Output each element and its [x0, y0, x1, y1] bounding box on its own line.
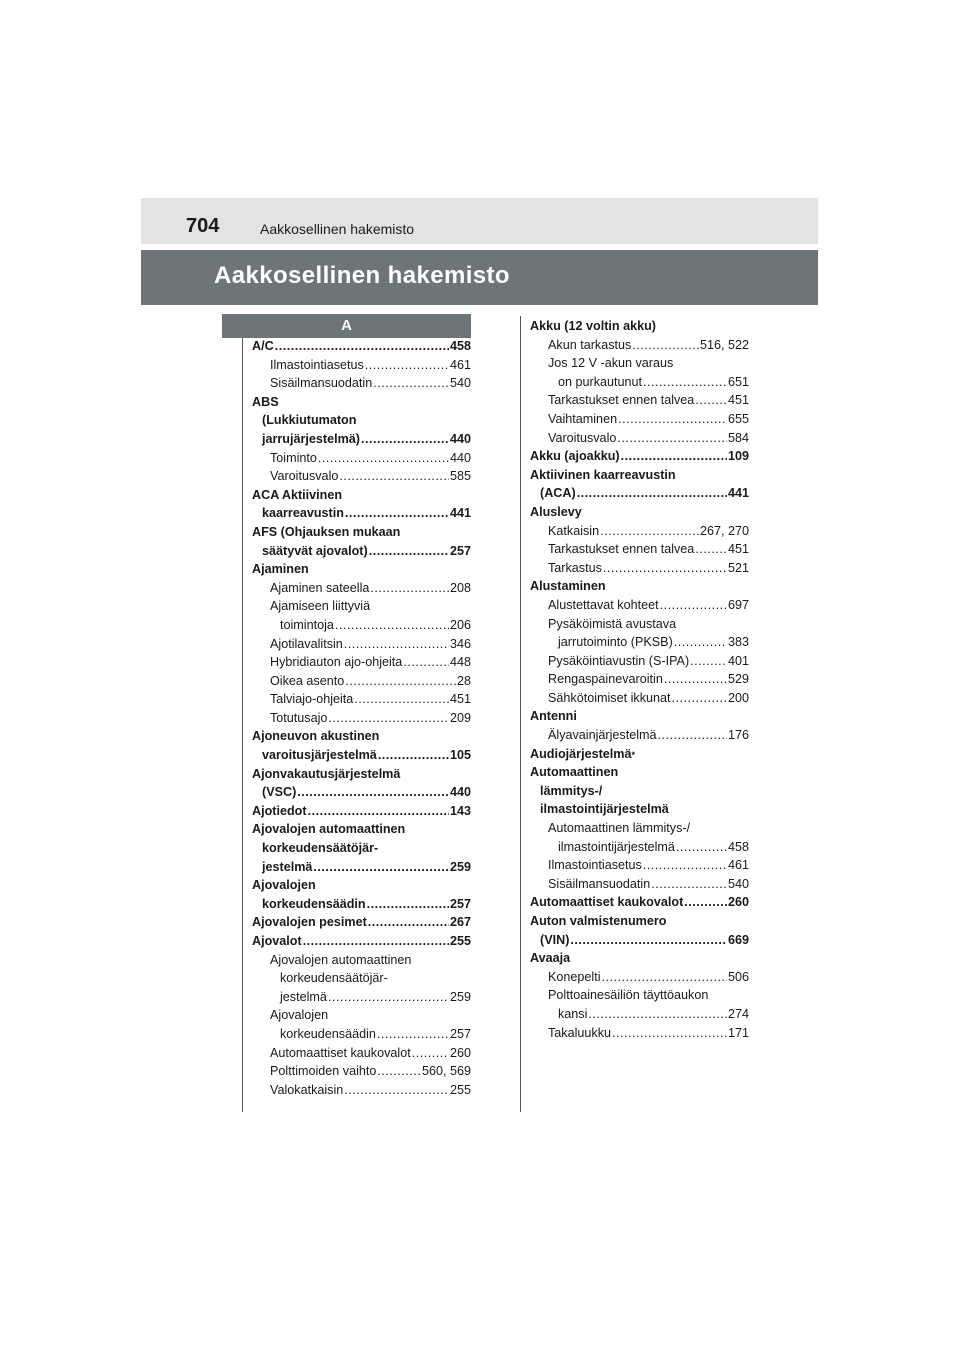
index-term: Sähkötoimiset ikkunat [548, 690, 671, 705]
page-reference: 105 [449, 748, 471, 763]
dot-leader [378, 746, 449, 765]
index-term: Toiminto [270, 450, 317, 465]
index-subentry [252, 672, 471, 691]
index-term: Älyavainjärjestelmä [548, 728, 657, 743]
dot-leader [602, 968, 727, 987]
dot-leader [664, 670, 727, 689]
index-subentry [252, 616, 471, 635]
index-term: Automaattiset kaukovalot [270, 1045, 411, 1060]
index-heading [252, 727, 471, 746]
index-subentry [530, 838, 749, 857]
page-reference: 255 [449, 1082, 471, 1097]
index-term: AFS (Ohjauksen mukaan [252, 524, 401, 539]
index-term: Akku (ajoakku) [530, 449, 620, 464]
index-heading [530, 317, 749, 336]
index-heading [530, 577, 749, 596]
index-term: ilmastointijärjestelmä [558, 839, 675, 854]
index-subentry [530, 373, 749, 392]
index-term: toimintoja [280, 617, 334, 632]
dot-leader [367, 895, 449, 914]
index-heading [252, 802, 471, 821]
dot-leader [674, 633, 727, 652]
index-term: Varoitusvalo [548, 430, 617, 445]
page-reference: 259 [449, 989, 471, 1004]
index-term: Avaaja [530, 951, 571, 966]
index-subentry [252, 1081, 471, 1100]
dot-leader [695, 391, 727, 410]
dot-leader [577, 484, 727, 503]
page-reference: 267, 270 [699, 523, 749, 538]
index-subentry [252, 951, 471, 970]
section-letter: A [222, 314, 471, 338]
dot-leader [368, 913, 449, 932]
index-term: Automaattinen lämmitys-/ [548, 821, 691, 836]
index-term: Takaluukku [548, 1025, 612, 1040]
index-term: lämmitys-/ [540, 783, 603, 798]
page-reference: 697 [727, 597, 749, 612]
dot-leader [621, 447, 727, 466]
dot-leader [370, 579, 449, 598]
index-heading [252, 560, 471, 579]
page-reference: 440 [449, 431, 471, 446]
index-term: Akku (12 voltin akku) [530, 319, 656, 333]
index-heading [530, 782, 749, 801]
page-reference: 259 [449, 859, 471, 874]
dot-leader [365, 356, 449, 375]
index-column-right [530, 317, 749, 1042]
index-heading [530, 484, 749, 503]
index-heading [252, 430, 471, 449]
page-reference: 451 [727, 393, 749, 408]
page-reference: 260 [727, 895, 749, 910]
index-subentry [530, 670, 749, 689]
dot-leader [412, 1044, 449, 1063]
index-term: Pysäköimistä avustava [548, 616, 677, 631]
index-subentry [530, 689, 749, 708]
index-term: Polttimoiden vaihto [270, 1064, 377, 1079]
dot-leader [618, 410, 727, 429]
dot-leader [672, 689, 727, 708]
title-bar [141, 250, 818, 305]
dot-leader [612, 1024, 727, 1043]
index-term: kansi [558, 1006, 588, 1021]
index-term: Ajovalot [252, 934, 302, 948]
index-subentry [252, 1006, 471, 1025]
index-term: Akun tarkastus [548, 337, 632, 352]
index-term: Ajovalojen [270, 1008, 329, 1023]
index-heading [530, 949, 749, 968]
index-term: Ajotiedot [252, 803, 307, 818]
index-term: Auton valmistenumero [530, 914, 667, 928]
dot-leader [345, 672, 456, 691]
dot-leader [328, 988, 449, 1007]
index-subentry [530, 596, 749, 615]
index-subentry [530, 1024, 749, 1043]
dot-leader [403, 653, 449, 672]
index-term: Varoitusvalo [270, 469, 339, 484]
index-term: Ajaminen [252, 562, 309, 577]
page-reference: 401 [727, 653, 749, 668]
dot-leader [275, 337, 449, 356]
dot-leader [643, 856, 727, 875]
index-heading [530, 447, 749, 466]
index-term: Talviajo-ohjeita [270, 692, 354, 707]
index-term: Ajotilavalitsin [270, 636, 343, 651]
index-subentry [252, 356, 471, 375]
index-heading [252, 523, 471, 542]
page-number: 704 [186, 215, 220, 237]
index-term: Ilmastointiasetus [270, 357, 364, 372]
index-subentry [252, 449, 471, 468]
index-subentry [530, 429, 749, 448]
index-term: jestelmä [280, 989, 327, 1004]
index-term: Jos 12 V -akun varaus [548, 356, 674, 371]
dot-leader [651, 875, 727, 894]
index-term: Vaihtaminen [548, 411, 618, 426]
index-term: jestelmä [262, 859, 313, 874]
index-heading [252, 932, 471, 951]
index-term: Tarkastukset ennen talvea [548, 542, 695, 557]
index-term: Ajonvakautusjärjestelmä [252, 766, 401, 781]
index-term: kaarreavustin [262, 506, 344, 521]
index-heading [252, 486, 471, 505]
page-reference: 458 [449, 339, 471, 353]
index-heading [252, 820, 471, 839]
index-heading [252, 895, 471, 914]
index-term: Audiojärjestelmä [530, 746, 632, 761]
page-reference: 143 [449, 803, 471, 818]
index-term: Ajovalojen [252, 878, 316, 893]
index-heading [252, 411, 471, 430]
index-term: ACA Aktiivinen [252, 487, 343, 502]
index-subentry [530, 968, 749, 987]
index-term: Oikea asento [270, 673, 345, 688]
dot-leader [328, 709, 449, 728]
index-term: ilmastointijärjestelmä [540, 802, 669, 817]
index-heading [530, 893, 749, 912]
index-subentry [252, 690, 471, 709]
page-reference: 257 [449, 543, 471, 558]
page-reference: 208 [449, 580, 471, 595]
dot-leader [344, 1081, 449, 1100]
index-heading [252, 337, 471, 356]
page-reference: 448 [449, 655, 471, 670]
index-term: Ajamiseen liittyviä [270, 599, 371, 614]
index-subentry [252, 1062, 471, 1081]
index-term: korkeudensäätöjär- [262, 841, 379, 856]
index-term: Ajovalojen automaattinen [270, 952, 412, 967]
index-term: (ACA) [540, 486, 576, 501]
index-term: (VIN) [540, 932, 570, 947]
page-reference: 521 [727, 560, 749, 575]
page-reference: 451 [449, 692, 471, 707]
index-heading [252, 765, 471, 784]
index-heading [530, 931, 749, 950]
index-term: Ajaminen sateella [270, 580, 370, 595]
index-subentry [252, 969, 471, 988]
index-subentry [252, 653, 471, 672]
index-heading [252, 783, 471, 802]
index-heading [252, 746, 471, 765]
index-heading [252, 876, 471, 895]
dot-leader [344, 635, 449, 654]
dot-leader [354, 690, 449, 709]
index-subentry [530, 354, 749, 373]
index-term: Automaattiset kaukovalot [530, 895, 684, 910]
dot-leader [369, 542, 449, 561]
index-column-left [252, 337, 471, 1099]
page-reference: 267 [449, 915, 471, 930]
index-subentry [530, 726, 749, 745]
index-term: Automaattinen [530, 765, 619, 780]
index-heading [530, 912, 749, 931]
dot-leader [345, 504, 449, 523]
dot-leader [643, 373, 727, 392]
page-reference: 171 [727, 1025, 749, 1040]
index-subentry [252, 374, 471, 393]
index-term: on purkautunut [558, 374, 643, 389]
page-reference: 461 [449, 357, 471, 372]
dot-leader [318, 449, 449, 468]
dot-leader [603, 559, 727, 578]
dot-leader [695, 540, 727, 559]
index-heading [530, 503, 749, 522]
page-reference: 109 [727, 449, 749, 464]
page-reference: 383 [727, 635, 749, 650]
index-subentry [252, 579, 471, 598]
index-term: Ajovalojen pesimet [252, 915, 367, 930]
index-heading [252, 393, 471, 412]
page-reference: 506 [727, 969, 749, 984]
index-term: Ajovalojen automaattinen [252, 822, 406, 837]
index-term: A/C [252, 339, 274, 353]
page-reference: 540 [727, 876, 749, 891]
dot-leader [308, 802, 449, 821]
index-term: Aktiivinen kaarreavustin [530, 467, 676, 482]
page-reference: 451 [727, 542, 749, 557]
index-heading [252, 913, 471, 932]
index-heading [252, 504, 471, 523]
index-term: varoitusjärjestelmä [262, 748, 377, 763]
index-term: korkeudensäädin [262, 896, 366, 911]
index-term: Katkaisin [548, 523, 600, 538]
index-term: Totutusajo [270, 710, 328, 725]
index-subentry [530, 819, 749, 838]
index-subentry [530, 559, 749, 578]
page-reference: 209 [449, 710, 471, 725]
column-rule-left [242, 338, 243, 1112]
dot-leader [570, 931, 727, 950]
index-term: Aluslevy [530, 504, 582, 519]
dot-leader [335, 616, 449, 635]
dot-leader [690, 652, 727, 671]
page-reference: 346 [449, 636, 471, 651]
page-reference: 440 [449, 450, 471, 465]
index-term: jarrujärjestelmä) [262, 431, 361, 446]
index-term: Polttoainesäiliön täyttöaukon [548, 988, 709, 1003]
index-subentry [252, 467, 471, 486]
page-reference: 441 [449, 506, 471, 521]
index-subentry [530, 856, 749, 875]
page-title: Aakkosellinen hakemisto [214, 262, 510, 289]
index-term: Pysäköintiavustin (S-IPA) [548, 653, 690, 668]
dot-leader [297, 783, 449, 802]
dot-leader [632, 336, 699, 355]
dot-leader [377, 1025, 449, 1044]
dot-leader [313, 858, 449, 877]
index-heading [530, 466, 749, 485]
index-subentry [530, 875, 749, 894]
index-term: Hybridiauton ajo-ohjeita [270, 655, 403, 670]
page-reference: 669 [727, 932, 749, 947]
page-header [141, 198, 818, 244]
running-title: Aakkosellinen hakemisto [260, 221, 415, 237]
page-reference: 529 [727, 672, 749, 687]
page-reference: 461 [727, 858, 749, 873]
page-reference: 257 [449, 1026, 471, 1041]
index-term: (VSC) [262, 785, 297, 800]
index-subentry [530, 522, 749, 541]
index-subentry [252, 988, 471, 1007]
index-subentry [530, 633, 749, 652]
dot-leader [377, 1062, 421, 1081]
dot-leader [660, 596, 727, 615]
index-subentry [530, 410, 749, 429]
dot-leader [600, 522, 699, 541]
page-reference: 200 [727, 690, 749, 705]
page-reference: 585 [449, 469, 471, 484]
index-term: Alustettavat kohteet [548, 597, 659, 612]
page-reference: 458 [727, 839, 749, 854]
column-rule-middle [520, 316, 521, 1112]
index-subentry [252, 1025, 471, 1044]
dot-leader [676, 838, 727, 857]
index-subentry [530, 540, 749, 559]
index-heading [530, 763, 749, 782]
index-term: ABS [252, 394, 279, 409]
index-subentry [252, 635, 471, 654]
dot-leader [361, 430, 449, 449]
page-reference: 274 [727, 1006, 749, 1021]
page-reference: 441 [727, 486, 749, 501]
index-term: Sisäilmansuodatin [548, 876, 651, 891]
page-reference: 655 [727, 411, 749, 426]
index-term: Ajoneuvon akustinen [252, 729, 380, 744]
index-term: säätyvät ajovalot) [262, 543, 368, 558]
index-term: Alustaminen [530, 579, 606, 594]
index-heading [252, 858, 471, 877]
dot-leader [339, 467, 449, 486]
index-term: Tarkastus [548, 560, 602, 575]
page-reference: 540 [449, 376, 471, 391]
index-term: Konepelti [548, 969, 601, 984]
index-heading: Audiojärjestelmä * [530, 745, 749, 764]
page-reference: 584 [727, 430, 749, 445]
dot-leader [303, 932, 449, 951]
index-term: Tarkastukset ennen talvea [548, 393, 695, 408]
index-term: Sisäilmansuodatin [270, 376, 373, 391]
page-reference: 176 [727, 728, 749, 743]
page-reference: 28 [456, 673, 471, 688]
index-heading [530, 707, 749, 726]
index-term: jarrutoiminto (PKSB) [558, 635, 673, 650]
index-heading [252, 542, 471, 561]
index-subentry [252, 597, 471, 616]
index-term: korkeudensäätöjär- [280, 971, 388, 986]
page-reference: 516, 522 [699, 337, 749, 352]
index-subentry [252, 1044, 471, 1063]
index-subentry [252, 709, 471, 728]
page-reference: 260 [449, 1045, 471, 1060]
dot-leader [373, 374, 449, 393]
index-heading [530, 800, 749, 819]
dot-leader [588, 1005, 727, 1024]
dot-leader [658, 726, 727, 745]
page-reference: 440 [449, 785, 471, 800]
index-term: korkeudensäädin [280, 1026, 376, 1041]
index-term: Ilmastointiasetus [548, 858, 642, 873]
index-subentry [530, 391, 749, 410]
index-subentry [530, 336, 749, 355]
page-reference: 560, 569 [421, 1064, 471, 1079]
index-term: Valokatkaisin [270, 1082, 344, 1097]
index-heading [252, 839, 471, 858]
index-term: Rengaspainevaroitin [548, 672, 663, 687]
page-reference: 206 [449, 617, 471, 632]
dot-leader [684, 893, 727, 912]
index-subentry [530, 615, 749, 634]
index-term: (Lukkiutumaton [262, 413, 357, 428]
index-subentry [530, 1005, 749, 1024]
index-subentry [530, 986, 749, 1005]
dot-leader [617, 429, 727, 448]
page-reference: 651 [727, 374, 749, 389]
page-reference: 255 [449, 934, 471, 948]
index-subentry [530, 652, 749, 671]
index-term: Antenni [530, 709, 577, 724]
page-reference: 257 [449, 896, 471, 911]
